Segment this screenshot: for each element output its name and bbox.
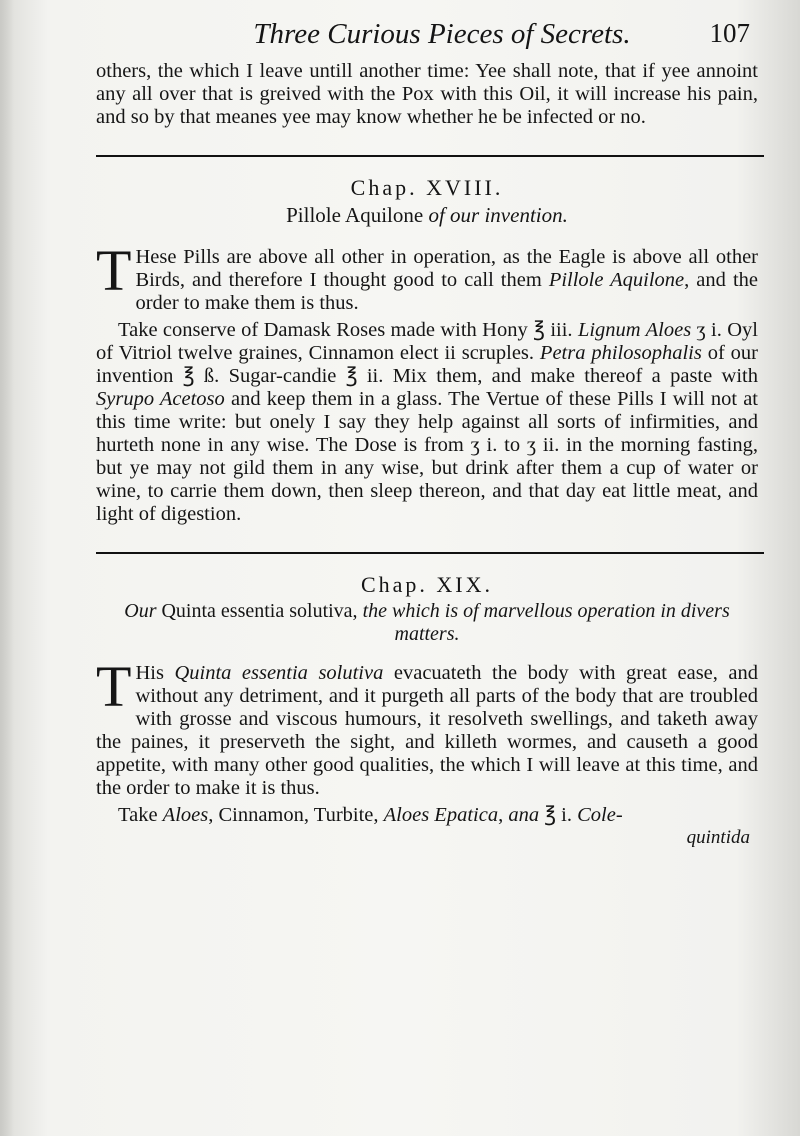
running-header xyxy=(96,18,758,60)
chapter-divider-19 xyxy=(96,552,764,554)
paragraph-text: ʒ i. Oyl of Vitriol twelve graines, Cinnamon elect ii scruples. xyxy=(96,319,759,364)
catchword: quintida xyxy=(686,827,750,848)
paragraph-text: evacuateth the body with great ease, and without any detriment, and it purgeth all parts of the body that are troubled with grosse and viscous humours, it resolveth swellings, and taketh away the paines, it preserveth the sight, and killeth wormes, and causeth a good appetite, with many other good qualities, the which I will leave at this time, and the order to make it is thus. xyxy=(96,662,759,799)
chapter-18-paragraph-2 xyxy=(96,319,758,526)
chapter-19-subtitle xyxy=(96,600,758,646)
chapter-18-subtitle-italic: of our invention. xyxy=(428,203,568,227)
small-caps-word: His xyxy=(135,662,164,684)
page-edge-shadow xyxy=(0,0,14,1136)
italic-term: ana xyxy=(508,804,540,826)
italic-term: Aloes xyxy=(162,804,209,826)
chapter-18-heading xyxy=(96,175,758,201)
chapter-18-paragraph-1 xyxy=(96,238,758,315)
paragraph-text: , xyxy=(498,804,509,826)
paragraph-text: Take xyxy=(118,804,163,826)
paragraph-text: and keep them in a glass. The Vertue of these Pills I will not at this time write: but onely I say they help against all sorts of infirmities, and hurteth none in any wise. The Dose is from ʒ i. to ʒ ii. in the morning fasting, but ye may not gild them in any wise, but drink after them a cup of water or wine, to carrie them down, then sleep thereon, and that day eat little meat, and light of digestion. xyxy=(96,388,758,525)
italic-term: Lignum Aloes xyxy=(577,319,692,341)
drop-cap: T xyxy=(96,654,132,719)
chapter-19-paragraph-1 xyxy=(96,654,759,800)
chapter-19-paragraph-2 xyxy=(96,804,758,827)
italic-term: Cole- xyxy=(577,804,623,826)
chapter-divider-18 xyxy=(96,155,764,157)
italic-term: Petra philosophalis xyxy=(539,342,702,364)
running-title: Three Curious Pieces of Secrets. xyxy=(253,18,631,50)
chapter-18-subtitle xyxy=(96,203,758,228)
italic-term: Quinta essentia solutiva xyxy=(174,662,384,684)
italic-term: Our xyxy=(124,600,157,622)
chapter-18-label: Chap. xyxy=(350,175,418,200)
paragraph-text: , Cinnamon, Turbite, xyxy=(208,804,384,826)
italic-term: the which is of marvellous operation in divers matters. xyxy=(362,600,730,645)
chapter-19-numeral: XIX. xyxy=(436,572,494,597)
chapter-18-numeral: XVIII. xyxy=(426,175,504,200)
italic-term: Aloes Epatica xyxy=(383,804,499,826)
paragraph-text: of our invention ℥ ß. Sugar-candie ℥ ii. Mix them, and make thereof a paste with xyxy=(96,342,758,387)
small-caps-word: Hese xyxy=(135,246,177,268)
paragraph-text: Pills are above all other in operation, as the Eagle is above all other Birds, and therefore I thought good to call them xyxy=(135,246,758,291)
chapter-18-subtitle-name: Pillole Aquilone xyxy=(286,203,429,227)
chapter-19-label: Chap. xyxy=(360,572,428,597)
paragraph-text: , and the order to make them is thus. xyxy=(135,269,758,314)
chapter-19-heading xyxy=(96,572,758,598)
drop-cap: T xyxy=(96,238,132,303)
paragraph-text: ℥ i. xyxy=(539,804,578,826)
top-paragraph: others, the which I leave untill another time: Yee shall note, that if yee annoint any all over that is greived with the Pox with this Oil, it will increase his pain, and so by that meanes yee may know whether he be infected or no. xyxy=(96,60,758,128)
italic-term: Syrupo Acetoso xyxy=(96,388,225,410)
italic-term: Pillole Aquilone xyxy=(548,269,685,291)
page-number: 107 xyxy=(709,18,750,48)
paragraph-text: Take conserve of Damask Roses made with Hony ℥ iii. xyxy=(118,319,578,341)
subtitle-text: Quinta essentia solutiva, xyxy=(156,600,363,622)
